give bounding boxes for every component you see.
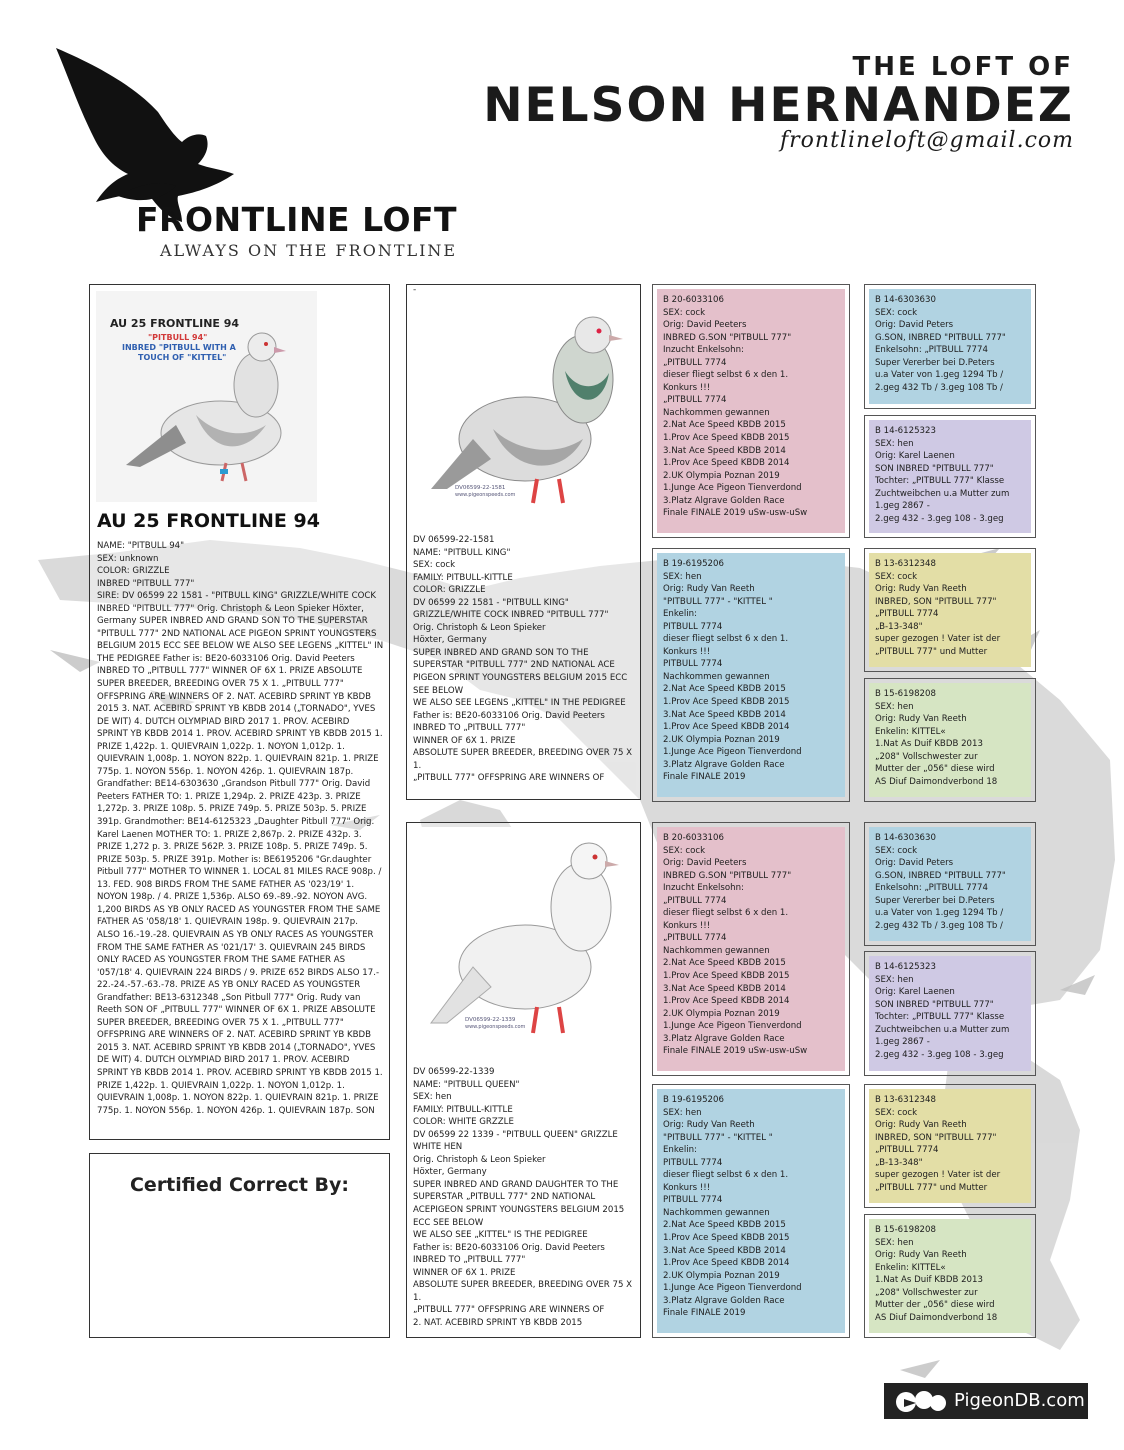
- pigeon-icon: [116, 315, 316, 495]
- granddam-dam-card: [652, 1084, 850, 1338]
- granddam-sire-card: [652, 548, 850, 802]
- ggp-card-2: [864, 415, 1036, 538]
- card-text: B 15-6198208 SEX: hen Orig: Rudy Van Reeth Enkelin: KITTEL« 1.Nat As Duif KBDB 2013 „208" Vollschwester zur Mutter der „056" diese wird AS Diuf Daimondverbond 18: [875, 689, 998, 787]
- sire-pedigree-text: DV 06599-22-1581 NAME: "PITBULL KING" SEX: cock FAMILY: PITBULL-KITTLE COLOR: GRIZZLE DV 06599 22 1581 - "PITBULL KING" GRIZZLE/WHITE COCK INBRED "PITBULL 777" Orig. Christoph & Leon Spieker Höxter, Germany SUPER INBRED AND GRAND SON TO THE SUPERSTAR "PITBULL 777" 2ND NATIONAL ACE PIGEON SPRINT YOUNGSTERS BELGIUM 2015 ECC SEE BELOW WE ALSO SEE LEGENS „KITTEL" IN THE PEDIGREE Father is: BE20-6033106 Orig. David Peeters INBRED TO „PITBULL 777" WINNER OF 6X 1. PRIZE ABSOLUTE SUPER BREEDER, BREEDING OVER 75 X 1. „PITBULL 777" OFFSPRING ARE WINNERS OF: [413, 535, 633, 784]
- certified-title: Certified Correct By:: [129, 1174, 350, 1196]
- card-text: B 19-6195206 SEX: hen Orig: Rudy Van Reeth "PITBULL 777" - "KITTEL " Enkelin: PITBULL 7774 dieser fliegt selbst 6 x den 1. Konkurs !!! PITBULL 7774 Nachkommen gewannen 2.Nat Ace Speed KBDB 2015 1.Prov Ace Speed KBDB 2015 3.Nat Ace Speed KBDB 2014 1.Prov Ace Speed KBDB 2014 2.UK Olympia Poznan 2019 1.Junge Ace Pigeon Tienverdond 3.Platz Algrave Golden Race Finale FINALE 2019: [663, 559, 802, 783]
- dam-ring-stamp: DV06599-22-1339: [465, 1017, 516, 1023]
- card-text: B 14-6303630 SEX: cock Orig: David Peters G.SON, INBRED "PITBULL 777" Enkelsohn: „PITBULL 7774 Super Vererber bei D.Peters u.a Vater von 1.geg 1294 Tb / 2.geg 432 Tb / 3.geg 108 Tb /: [875, 833, 1006, 931]
- ggp-card-8: [864, 1214, 1036, 1338]
- owner-email[interactable]: frontlineloft@gmail.com: [780, 128, 1074, 153]
- ggp-card-4: [864, 678, 1036, 802]
- dam-watermark: www.pigeonspeeds.com: [465, 1024, 526, 1030]
- certified-box: [89, 1153, 390, 1338]
- dam-pigeon-icon: [413, 827, 635, 1053]
- dam-box: [406, 822, 641, 1338]
- sire-pigeon-icon: [413, 299, 635, 521]
- pigeondb-badge[interactable]: [884, 1383, 1088, 1419]
- ggp-card-1: [864, 284, 1036, 409]
- card-text: B 13-6312348 SEX: cock Orig: Rudy Van Reeth INBRED, SON "PITBULL 777" „PITBULL 7774 „B-13-348" super gezogen ! Vater ist der „PITBULL 777" und Mutter: [875, 559, 1001, 657]
- ggp-card-6: [864, 951, 1036, 1076]
- grandsire-sire-card: [652, 284, 850, 538]
- owner-name: NELSON HERNANDEZ: [483, 78, 1074, 133]
- card-text: B 19-6195206 SEX: hen Orig: Rudy Van Reeth "PITBULL 777" - "KITTEL " Enkelin: PITBULL 7774 dieser fliegt selbst 6 x den 1. Konkurs !!! PITBULL 7774 Nachkommen gewannen 2.Nat Ace Speed KBDB 2015 1.Prov Ace Speed KBDB 2015 3.Nat Ace Speed KBDB 2014 1.Prov Ace Speed KBDB 2014 2.UK Olympia Poznan 2019 1.Junge Ace Pigeon Tienverdond 3.Platz Algrave Golden Race Finale FINALE 2019: [663, 1095, 802, 1319]
- subject-title: AU 25 FRONTLINE 94: [97, 510, 320, 532]
- grandsire-dam-card: [652, 822, 850, 1076]
- subject-photo: [96, 291, 317, 502]
- ggp-card-5: [864, 822, 1036, 946]
- sire-watermark: www.pigeonspeeds.com: [455, 492, 516, 498]
- bird-logo-icon: [48, 46, 248, 226]
- photo-caption-3: INBRED "PITBULL WITH A: [122, 343, 236, 352]
- photo-caption-4: TOUCH OF "KITTEL": [138, 353, 227, 362]
- subject-pedigree-text: NAME: "PITBULL 94" SEX: unknown COLOR: GRIZZLE INBRED "PITBULL 777" SIRE: DV 06599 22 1581 - "PITBULL KING" GRIZZLE/WHITE COCK INBRED "PITBULL 777" Orig. Christoph & Leon Spieker Höxter, Germany SUPER INBRED AND GRAND SON TO THE SUPERSTAR "PITBULL 777" 2ND NATIONAL ACE PIGEON SPRINT YOUNGSTERS BELGIUM 2015 ECC SEE BELOW WE ALSO SEE LEGENS „KITTEL" IN THE PEDIGREE Father is: BE20-6033106 Orig. David Peeters INBRED TO „PITBULL 777" WINNER OF 6X 1. PRIZE ABSOLUTE SUPER BREEDER, BREEDING OVER 75 X 1. „PITBULL 777" OFFSPRING ARE WINNERS OF 2. NAT. ACEBIRD SPRINT YB KBDB 2015 3. NAT. ACEBIRD SPRINT YB KBDB 2014 („TORNADO", YVES DE WIT) 4. DUTCH OLYMPIAD BIRD 2017 1. PROV. ACEBIRD SPRINT YB KBDB 2014 1. PROV. ACEBIRD SPRINT YB KBDB 2015 1. PRIZE 1,422p. 1. QUIEVRAIN 1,022p. 1. NOYON 1,012p. 1. QUIEVRAIN 1,008p. 1. NOYON 822p. 1. QUIEVRAIN 821p. 1. PRIZE 775p. 1. NOYON 556p. 1. NOYON 426p. 1. QUIEVRAIN 187p. Grandfather: BE14-6303630 „Grandson Pitbull 777" Orig. David Peeters FATHER TO: 1. PRIZE 1,294p. 2. PRIZE 423p. 3. PRIZE 1,272p. 3. PRIZE 108p. 5. PRIZE 749p. 5. PRIZE 503p. 5. PRIZE 391p. Grandmother: BE14-6125323 „Daughter Pitbull 777" Orig. Karel Laenen MOTHER TO: 1. PRIZE 2,867p. 2. PRIZE 432p. 3. PRIZE 1,272 p. 3. PRIZE 562P. 3. PRIZE 108p. 5. PRIZE 749p. 5. PRIZE 503p. 5. PRIZE 391p. Mother is: BE6195206 "Gr.daughter Pitbull 777" MOTHER TO WINNER 1. LOCAL 81 MILES RACE 908p. / 13. FED. 908 BIRDS FROM THE SAME FATHER AS '023/19' 1. NOYON 198p. / 4. PRIZE 1,536p. ALSO 69.-89.-92. NOYON AVG. 1,200 BIRDS AS YB ONLY RACED AS YOUNGSTER FROM THE SAME FATHER AS '058/18' 1. QUIEVRAIN 198p. 9. QUIEVRAIN 217p. ALSO 16.-19.-28. QUIEVRAIN AS YB ONLY RACES AS YOUNGSTER FROM THE SAME FATHER AS '021/17' 3. QUIEVRAIN 245 BIRDS ONLY RACED AS YOUNGSTER FROM THE SAME FATHER AS '057/18' 4. QUIEVRAIN 224 BIRDS / 9. PRIZE 652 BIRDS ALSO 17.- 22.-24.-57.-63.-78. PRIZE AS YB ONLY RACED AS YOUNGSTER Grandfather: BE13-6312348 „Son Pitbull 777" Orig. Rudy van Reeth SON OF „PITBULL 777" WINNER OF 6X 1. PRIZE ABSOLUTE SUPER BREEDER, BREEDING OVER 75 X 1. „PITBULL 777" OFFSPRING ARE WINNERS OF 2. NAT. ACEBIRD SPRINT YB KBDB 2015 3. NAT. ACEBIRD SPRINT YB KBDB 2014 („TORNADO", YVES DE WIT) 4. DUTCH OLYMPIAD BIRD 2017 1. PROV. ACEBIRD SPRINT YB KBDB 2014 1. PROV. ACEBIRD SPRINT YB KBDB 2015 1. PRIZE 1,422p. 1. QUIEVRAIN 1,022p. 1. NOYON 1,012p. 1. QUIEVRAIN 1,008p. 1. NOYON 822p. 1. QUIEVRAIN 821p. 1. PRIZE 775p. 1. NOYON 556p. 1. NOYON 426p. 1. QUIEVRAIN 187p. SON: [97, 541, 384, 1116]
- photo-caption-2: "PITBULL 94": [148, 333, 208, 342]
- header-line1: THE LOFT OF: [852, 52, 1074, 82]
- card-text: B 14-6125323 SEX: hen Orig: Karel Laenen SON INBRED "PITBULL 777" Tochter: „PITBULL 777" Klasse Zuchtweibchen u.a Mutter zum 1.geg 2867 - 2.geg 432 - 3.geg 108 - 3.geg: [875, 962, 1010, 1060]
- card-text: B 20-6033106 SEX: cock Orig: David Peeters INBRED G.SON "PITBULL 777" Inzucht Enkelsohn: „PITBULL 7774 dieser fliegt selbst 6 x den 1. Konkurs !!! „PITBULL 7774 Nachkommen gewannen 2.Nat Ace Speed KBDB 2015 1.Prov Ace Speed KBDB 2015 3.Nat Ace Speed KBDB 2014 1.Prov Ace Speed KBDB 2014 2.UK Olympia Poznan 2019 1.Junge Ace Pigeon Tienverdond 3.Platz Algrave Golden Race Finale FINALE 2019 uSw-usw-uSw: [663, 833, 808, 1057]
- card-text: B 14-6303630 SEX: cock Orig: David Peters G.SON, INBRED "PITBULL 777" Enkelsohn: „PITBULL 7774 Super Vererber bei D.Peters u.a Vater von 1.geg 1294 Tb / 2.geg 432 Tb / 3.geg 108 Tb /: [875, 295, 1006, 393]
- card-text: B 15-6198208 SEX: hen Orig: Rudy Van Reeth Enkelin: KITTEL« 1.Nat As Duif KBDB 2013 „208" Vollschwester zur Mutter der „056" diese wird AS Diuf Daimondverbond 18: [875, 1225, 998, 1323]
- pigeondb-logo-icon: [892, 1389, 948, 1413]
- ggp-card-3: [864, 548, 1036, 672]
- subject-box: [89, 284, 390, 1140]
- photo-caption-1: AU 25 FRONTLINE 94: [110, 317, 240, 330]
- brand-tagline: ALWAYS ON THE FRONTLINE: [160, 241, 458, 260]
- dam-pedigree-text: DV 06599-22-1339 NAME: "PITBULL QUEEN" SEX: hen FAMILY: PITBULL-KITTLE COLOR: WHITE GRZZLE DV 06599 22 1339 - "PITBULL QUEEN" GRIZZLE WHITE HEN Orig. Christoph & Leon Spieker Höxter, Germany SUPER INBRED AND GRAND DAUGHTER TO THE SUPERSTAR „PITBULL 777" 2ND NATIONAL ACEPIGEON SPRINT YOUNGSTERS BELGIUM 2015 ECC SEE BELOW WE ALSO SEE „KITTEL" IS THE PEDIGREE Father is: BE20-6033106 Orig. David Peeters INBRED TO „PITBULL 777" WINNER OF 6X 1. PRIZE ABSOLUTE SUPER BREEDER, BREEDING OVER 75 X 1. „PITBULL 777" OFFSPRING ARE WINNERS OF 2. NAT. ACEBIRD SPRINT YB KBDB 2015: [413, 1067, 633, 1328]
- pigeondb-label: PigeonDB.com: [954, 1390, 1085, 1411]
- ggp-card-7: [864, 1084, 1036, 1208]
- brand-name: FRONTLINE LOFT: [136, 200, 458, 239]
- sire-photo-mark: -: [413, 285, 417, 295]
- card-text: B 13-6312348 SEX: cock Orig: Rudy Van Reeth INBRED, SON "PITBULL 777" „PITBULL 7774 „B-13-348" super gezogen ! Vater ist der „PITBULL 777" und Mutter: [875, 1095, 1001, 1193]
- card-text: B 14-6125323 SEX: hen Orig: Karel Laenen SON INBRED "PITBULL 777" Tochter: „PITBULL 777" Klasse Zuchtweibchen u.a Mutter zum 1.geg 2867 - 2.geg 432 - 3.geg 108 - 3.geg: [875, 426, 1010, 524]
- sire-ring-stamp: DV06599-22-1581: [455, 485, 506, 491]
- card-text: B 20-6033106 SEX: cock Orig: David Peeters INBRED G.SON "PITBULL 777" Inzucht Enkelsohn: „PITBULL 7774 dieser fliegt selbst 6 x den 1. Konkurs !!! „PITBULL 7774 Nachkommen gewannen 2.Nat Ace Speed KBDB 2015 1.Prov Ace Speed KBDB 2015 3.Nat Ace Speed KBDB 2014 1.Prov Ace Speed KBDB 2014 2.UK Olympia Poznan 2019 1.Junge Ace Pigeon Tienverdond 3.Platz Algrave Golden Race Finale FINALE 2019 uSw-usw-uSw: [663, 295, 808, 519]
- sire-box: [406, 284, 641, 800]
